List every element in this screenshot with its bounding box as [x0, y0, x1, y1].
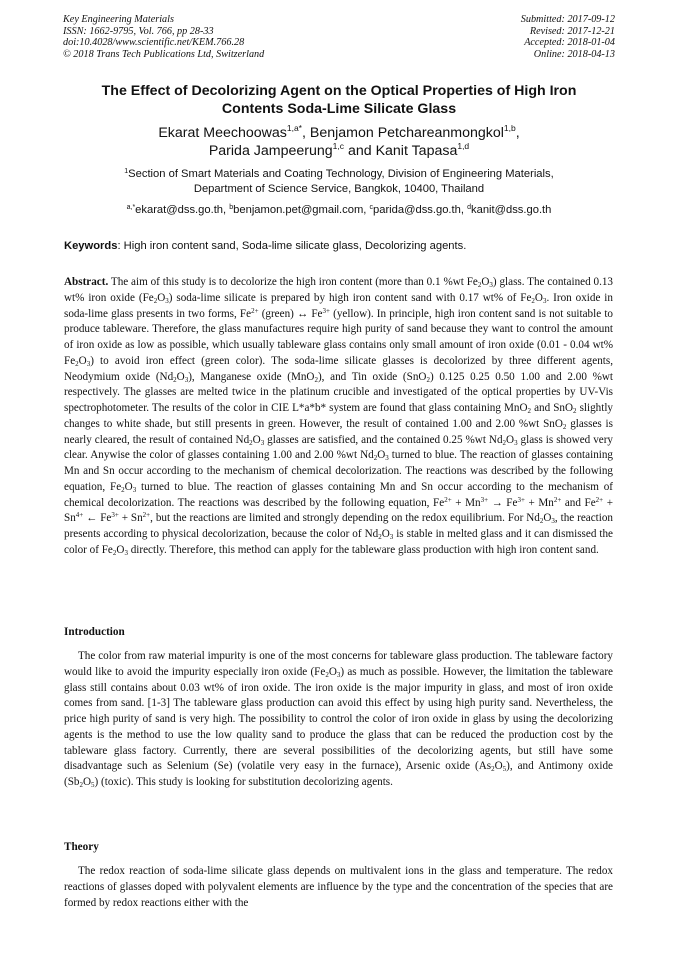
- author-name: Parida Jampeerung: [208, 143, 333, 159]
- journal-info: [63, 14, 264, 60]
- email: ekarat@dss.go.th,: [135, 204, 230, 216]
- journal-doi: doi:10.4028/www.scientific.net/KEM.766.28: [63, 37, 245, 49]
- email: kanit@dss.go.th: [471, 204, 552, 216]
- author-list: [40, 124, 638, 160]
- email: parida@dss.go.th,: [373, 204, 468, 216]
- journal-copyright: © 2018 Trans Tech Publications Ltd, Switzerland: [63, 48, 265, 60]
- online-date: Online: 2018-04-13: [533, 48, 615, 60]
- keywords-text: : High iron content sand, Soda-lime silicate glass, Decolorizing agents.: [117, 240, 467, 252]
- journal-name: Key Engineering Materials: [63, 14, 174, 25]
- accepted-date: Accepted: 2018-01-04: [524, 37, 615, 49]
- submission-dates: [521, 14, 615, 60]
- author-name: Ekarat Meechoowas: [158, 125, 287, 141]
- abstract-label: Abstract.: [64, 276, 109, 288]
- author-name: Kanit Tapasa: [375, 143, 458, 159]
- revised-date: Revised: 2017-12-21: [529, 25, 615, 37]
- author-line: Ekarat Meechoowas$^{1,a*}$, Benjamon Petchareanmongkol$^{1,b}$,: [158, 123, 520, 141]
- introduction-paragraph: The color from raw material impurity is one of the most concerns for tableware glass production. The tableware factory would like to avoid the impurity especially iron oxide $(Fe_2O_3)$ as much as possible. However, the limitation the tableware glass still contains about 0.03 wt% of iron oxide. The iron oxide is the major impurity in glass, and most of iron oxide comes from sand. [1-3] The tableware glass production can avoid this effect by using high purity sand. Nevertheless, the price high purity of sand is very high. The possibility to control the color of iron oxide in glass by using the decolorizing agents is the method to use the low quality sand to produce the glass that can be reduced the production cost by the tableware glass factory. Currently, there are several possibilities of the decolorizing agents, but still have some disadvantage such as Selenium (Se) (volatile very easy in the furnace), Arsenic oxide $(As_2O_5)$, and Antimony oxide $(Sb_2O_5)$ (toxic). This study is looking for substitution decolorizing agents.: [64, 650, 613, 789]
- author-emails: $^{a,*}$ekarat@dss.go.th, $^b$benjamon.pet@gmail.com, $^c$parida@dss.go.th, $^d$kanit@dss.go.th: [126, 204, 552, 216]
- keywords-label: Keywords: [64, 240, 118, 252]
- section-heading-introduction: Introduction: [64, 626, 125, 638]
- journal-issn: ISSN: 1662-9795, Vol. 766, pp 28-33: [63, 25, 214, 37]
- affiliation: $^1$Section of Smart Materials and Coating Technology, Division of Engineering Materials, Department of Science Service, Bangkok, 10400, Thailand: [124, 168, 554, 195]
- submitted-date: Submitted: 2017-09-12: [520, 14, 615, 25]
- keywords: [64, 239, 616, 253]
- section-heading-theory: Theory: [64, 841, 99, 853]
- title-line: The Effect of Decolorizing Agent on the Optical Properties of High Iron: [101, 83, 577, 99]
- abstract: Abstract. The aim of this study is to decolorize the high iron content (more than 0.1 %wt $Fe_2O_3$) glass. The contained 0.13 wt% iron oxide $(Fe_2O_3)$ soda-lime silicate is prepared by high iron content sand with 0.17 wt% of $Fe_2O_3$. Iron oxide in soda-lime glass presents in two forms, $Fe^{2+}$ (green) ↔ $Fe^{3+}$ (yellow). In principle, high iron content sand is not suitable to produce tableware. Therefore, the glass manufactures require high purity of sand because they want to control the amount of iron oxide as low as possible, which usually tableware glass contains only small amount of iron oxide (0.01 - 0.04 wt% $Fe_2O_3$) to avoid iron effect (green color). The soda-lime silicate glasses is decolorized by three different agents, Neodymium oxide $(Nd_2O_3)$, Manganese oxide (MnO$_2$), and Tin oxide (SnO$_2$) 0.125 0.25 0.50 1.00 and 2.00 %wt respectively. The glasses are melted twice in the platinum crucible and investigated of the optical properties by UV-Vis spectrophotometer. The results of the color in CIE L*a*b* system are found that glass containing MnO$_2$ and SnO$_2$ slightly changes to white shade, but still presents in green. However, the result of contained 1.00 and 2.00 %wt SnO$_2$ glasses is nearly cleared, the result of contained $Nd_2O_3$ glasses are satisfied, and the contained 0.25 %wt $Nd_2O_3$ glass is showed very clear. Anywise the color of glasses containing 1.00 and 2.00 %wt $Nd_2O_3$ turned to blue. The reaction of glasses containing Mn and Sn occur according to the mechanism of chemical decolorization. The reactions was described by the following equation, $Fe_2O_3$ turned to blue. The reaction of glasses containing Mn and Sn occur according to the mechanism of chemical decolorization. The reactions was described by the following equation, $Fe^{2+} + Mn^{3+} \to Fe^{3+} + Mn^{2+}$ and $Fe^{2+} + Sn^{4+}$ ← $Fe^{3+} + Sn^{2+}$, but the reactions are limited and strongly depending on the redox equilibrium. For $Nd_2O_3$, the reaction presents according to physical decolorization, because the color of $Nd_2O_3$ is stable in melted glass and it can dismissed the color of $Fe_2O_3$ directly. Therefore, this method can apply for the tableware glass production with high iron content sand.: [64, 276, 613, 557]
- title-line: Contents Soda-Lime Silicate Glass: [221, 101, 457, 117]
- theory-paragraph: The redox reaction of soda-lime silicate glass depends on multivalent ions in the glass and temperature. The redox reactions of glasses doped with polyvalent elements are influence by the type and the concentration of the species that are formed by redox reactions either with the: [64, 865, 613, 909]
- email: benjamon.pet@gmail.com,: [233, 204, 370, 216]
- paper-title: [40, 82, 638, 118]
- author-line: Parida Jampeerung$^{1,c}$ and Kanit Tapasa$^{1,d}$: [208, 141, 470, 159]
- author-name: Benjamon Petchareanmongkol: [309, 125, 504, 141]
